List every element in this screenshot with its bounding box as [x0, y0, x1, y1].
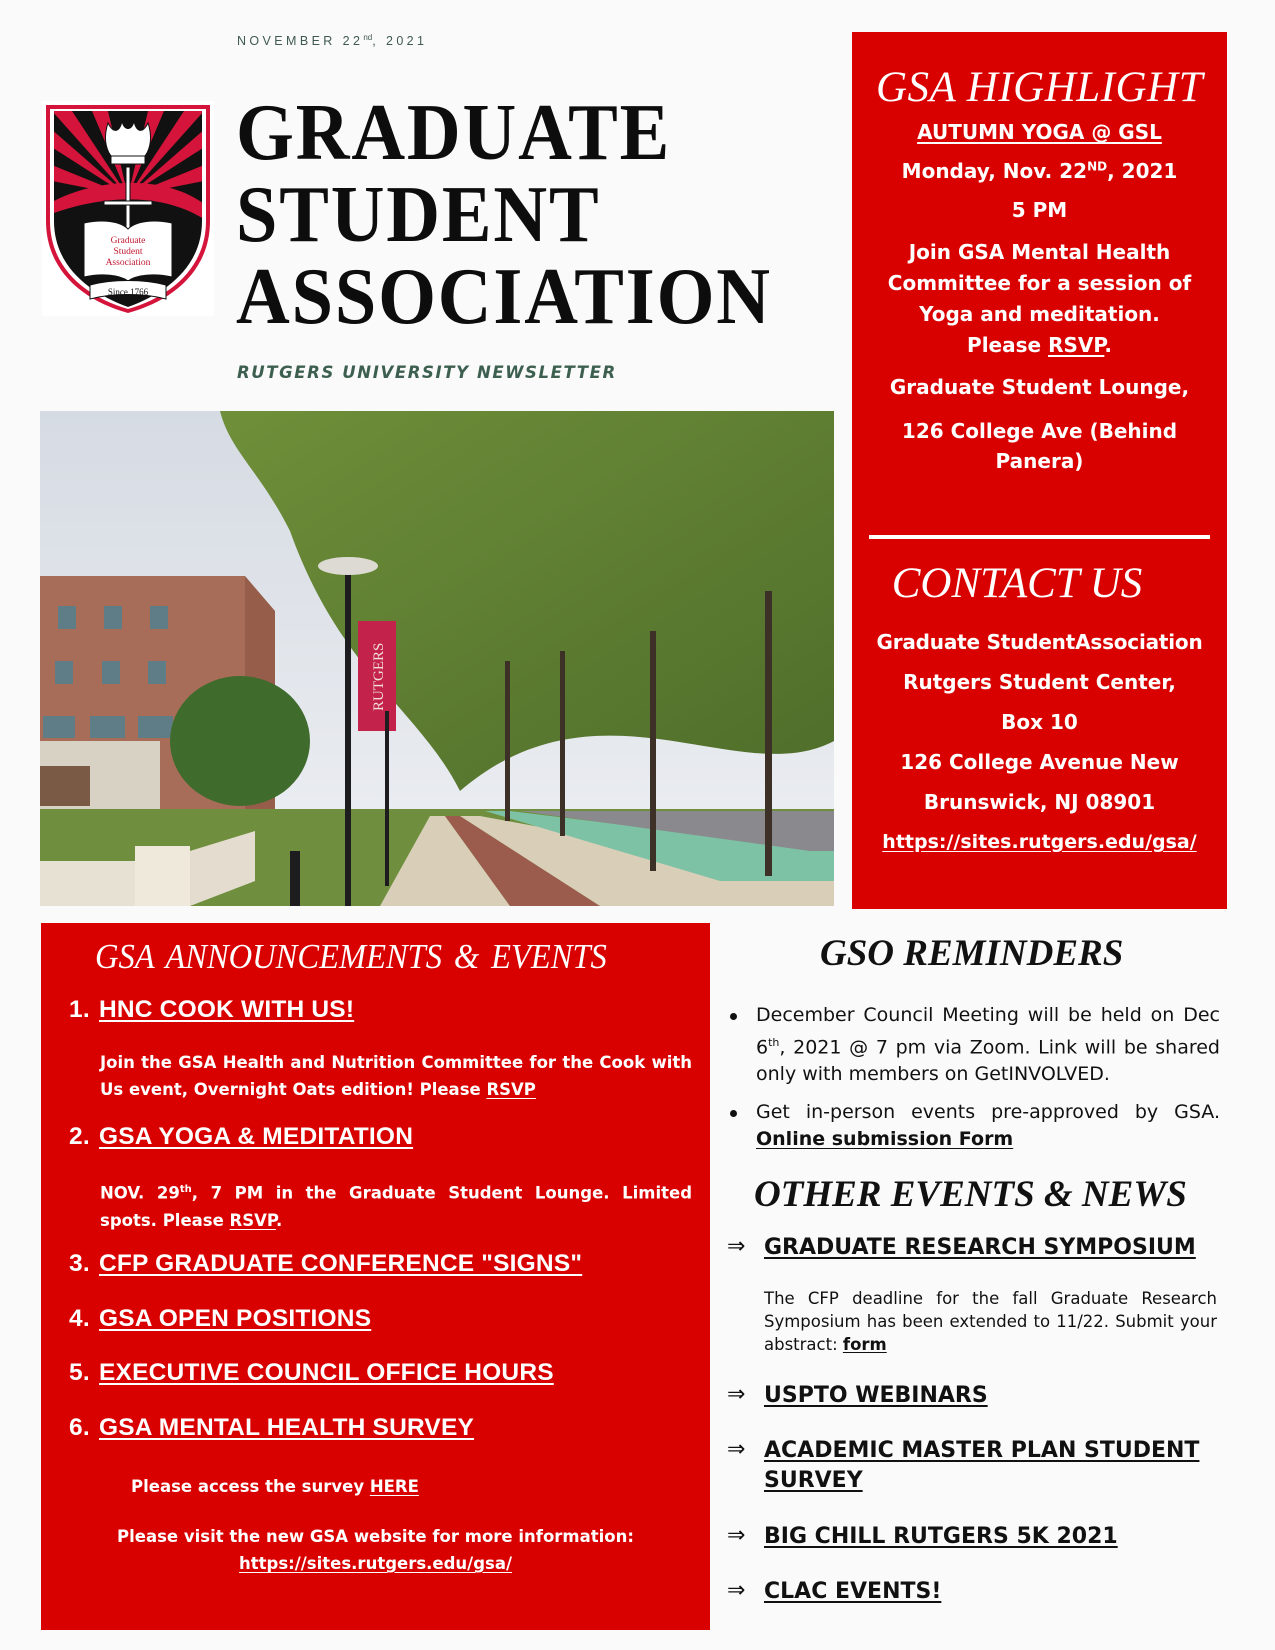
double-arrow-icon: ⇒ — [727, 1437, 746, 1462]
contact-line: 126 College Avenue New — [900, 750, 1179, 774]
book — [84, 221, 172, 281]
event-link[interactable]: USPTO WEBINARS — [764, 1383, 988, 1408]
website-line: Please visit the new GSA website for more information: — [117, 1527, 634, 1546]
item-number: 1. — [69, 996, 90, 1023]
event-item[interactable] — [727, 1381, 1227, 1411]
panel-divider — [869, 535, 1210, 539]
highlight-date — [852, 159, 1227, 183]
gsa-logo — [42, 101, 214, 316]
symposium-description — [764, 1287, 1217, 1356]
contact-line: Box 10 — [1001, 710, 1078, 734]
announcement-item[interactable] — [69, 1305, 371, 1333]
contact-url-link[interactable]: https://sites.rutgers.edu/gsa/ — [882, 831, 1197, 853]
bullet-dot-icon — [730, 1110, 737, 1117]
event-item[interactable] — [727, 1522, 1227, 1552]
contact-url-row — [852, 822, 1227, 862]
highlight-location-line: Graduate Student Lounge, — [889, 375, 1190, 399]
rsvp-link[interactable]: RSVP — [229, 1210, 276, 1230]
highlight-description — [852, 237, 1227, 361]
gsa-highlight-panel — [852, 32, 1227, 909]
item-number: 6. — [69, 1414, 90, 1441]
symposium-form-link[interactable]: form — [842, 1335, 887, 1354]
description-line: Yoga and meditation. — [919, 302, 1160, 326]
item-link[interactable]: GSA YOGA & MEDITATION — [99, 1123, 414, 1150]
description-text: Join the GSA Health and Nutrition Committee for the Cook with Us event, Overnight Oats edition! Please — [100, 1053, 692, 1099]
event-item[interactable] — [727, 1577, 1227, 1607]
event-link[interactable]: CLAC EVENTS! — [764, 1579, 942, 1604]
issue-date — [237, 33, 427, 48]
newsletter-title — [236, 89, 803, 341]
logo-text-line: Graduate — [110, 236, 146, 246]
item-number: 2. — [69, 1123, 90, 1150]
announcement-item[interactable] — [69, 1359, 554, 1387]
contact-line: Graduate StudentAssociation — [876, 630, 1203, 654]
survey-line — [131, 1473, 631, 1500]
event-title-link[interactable]: AUTUMN YOGA @ GSL — [917, 120, 1162, 144]
reminder-text: , 2021 @ 7 pm via Zoom. Link will be shared only with members on GetINVOLVED. — [756, 1036, 1220, 1086]
item-link[interactable]: CFP GRADUATE CONFERENCE "SIGNS" — [99, 1250, 583, 1277]
banner-text: RUTGERS — [371, 642, 387, 711]
date-ordinal: th — [768, 1036, 780, 1049]
title-line: STUDENT — [236, 171, 601, 259]
address-line: Panera) — [995, 449, 1084, 473]
survey-link[interactable]: HERE — [369, 1477, 419, 1496]
double-arrow-icon: ⇒ — [727, 1578, 746, 1603]
event-item[interactable] — [727, 1233, 1227, 1263]
item-number: 4. — [69, 1305, 90, 1332]
date-ordinal: ND — [1087, 159, 1108, 174]
announcements-panel — [41, 923, 710, 1630]
double-arrow-icon: ⇒ — [727, 1523, 746, 1548]
reminders-heading: GSO REMINDERS — [820, 933, 1124, 974]
announcement-description — [100, 1049, 692, 1103]
shield-crest-icon — [42, 101, 214, 316]
rsvp-prefix: Please — [967, 333, 1049, 357]
website-url-link[interactable]: https://sites.rutgers.edu/gsa/ — [238, 1554, 512, 1573]
announcement-item[interactable] — [69, 1414, 474, 1442]
item-link[interactable]: EXECUTIVE COUNCIL OFFICE HOURS — [99, 1359, 554, 1386]
other-events-heading: OTHER EVENTS & NEWS — [754, 1174, 1187, 1215]
reminder-item — [726, 1099, 1220, 1153]
event-link[interactable]: GRADUATE RESEARCH SYMPOSIUM — [764, 1235, 1196, 1260]
bullet-dot-icon — [730, 1013, 737, 1020]
highlight-event-title[interactable] — [852, 120, 1227, 144]
event-link[interactable]: ACADEMIC MASTER PLAN STUDENT SURVEY — [764, 1438, 1200, 1493]
event-link[interactable]: BIG CHILL RUTGERS 5K 2021 — [764, 1524, 1118, 1549]
announcement-description — [100, 1176, 692, 1234]
contact-heading: CONTACT US — [891, 560, 1143, 607]
date-year: , 2021 — [372, 34, 428, 49]
announcement-item[interactable] — [69, 1123, 413, 1151]
double-arrow-icon: ⇒ — [727, 1382, 746, 1407]
online-submission-form-link[interactable]: Online submission Form — [756, 1128, 1014, 1151]
logo-text-line: Student — [113, 247, 143, 257]
item-link[interactable]: GSA OPEN POSITIONS — [99, 1305, 372, 1332]
contact-details — [852, 622, 1227, 862]
item-link[interactable]: HNC COOK WITH US! — [99, 996, 355, 1023]
reminder-text: December Council Meeting will be held on Dec 6 — [756, 1004, 1220, 1059]
date-text: Monday, Nov. 22 — [901, 159, 1088, 183]
campus-street-photo-icon — [40, 411, 834, 906]
date-text: NOVEMBER 22 — [237, 34, 364, 49]
rsvp-line — [852, 330, 1227, 361]
date-year: , 2021 — [1107, 159, 1178, 183]
date-ordinal: nd — [363, 33, 373, 42]
announcement-item[interactable] — [69, 996, 354, 1024]
highlight-heading: GSA HIGHLIGHT — [875, 64, 1204, 111]
announcement-item[interactable] — [69, 1250, 582, 1278]
logo-ribbon-text: Since 1766 — [107, 287, 149, 297]
title-line: ASSOCIATION — [236, 253, 772, 341]
item-link[interactable]: GSA MENTAL HEALTH SURVEY — [99, 1414, 475, 1441]
reminders-list — [726, 1002, 1220, 1164]
title-line: GRADUATE — [236, 89, 672, 177]
item-number: 5. — [69, 1359, 90, 1386]
contact-line: Rutgers Student Center, — [903, 670, 1176, 694]
rsvp-link[interactable]: RSVP — [486, 1080, 536, 1099]
highlight-location-address — [852, 416, 1227, 476]
double-arrow-icon: ⇒ — [727, 1234, 746, 1259]
newsletter-subtitle: RUTGERS UNIVERSITY NEWSLETTER — [237, 363, 617, 382]
description-text: NOV. 29 — [100, 1183, 180, 1203]
website-url-row — [41, 1550, 710, 1577]
highlight-time: 5 PM — [1011, 198, 1068, 222]
logo-text-line: Association — [105, 258, 151, 268]
description-text: , 7 PM in the Graduate Student Lounge. Limited spots. Please — [100, 1183, 693, 1230]
rsvp-suffix: . — [1104, 333, 1112, 357]
description-suffix: . — [275, 1210, 283, 1230]
survey-text: Please access the survey — [131, 1477, 370, 1496]
description-line: Join GSA Mental Health — [908, 240, 1171, 264]
reminder-text: Get in-person events pre-approved by GSA. — [756, 1101, 1220, 1124]
address-line: 126 College Ave (Behind — [901, 419, 1178, 443]
announcements-heading: GSA ANNOUNCEMENTS & EVENTS — [95, 937, 607, 976]
reminder-item — [726, 1002, 1220, 1088]
rsvp-link[interactable]: RSVP — [1048, 333, 1105, 357]
date-ordinal: th — [179, 1184, 192, 1195]
campus-photo — [40, 411, 834, 906]
event-item[interactable] — [727, 1436, 1217, 1496]
description-line: Committee for a session of — [887, 271, 1192, 295]
item-number: 3. — [69, 1250, 90, 1277]
contact-line: Brunswick, NJ 08901 — [923, 790, 1156, 814]
description-text: The CFP deadline for the fall Graduate Research Symposium has been extended to 11/22. Submit your abstract: — [764, 1289, 1217, 1354]
